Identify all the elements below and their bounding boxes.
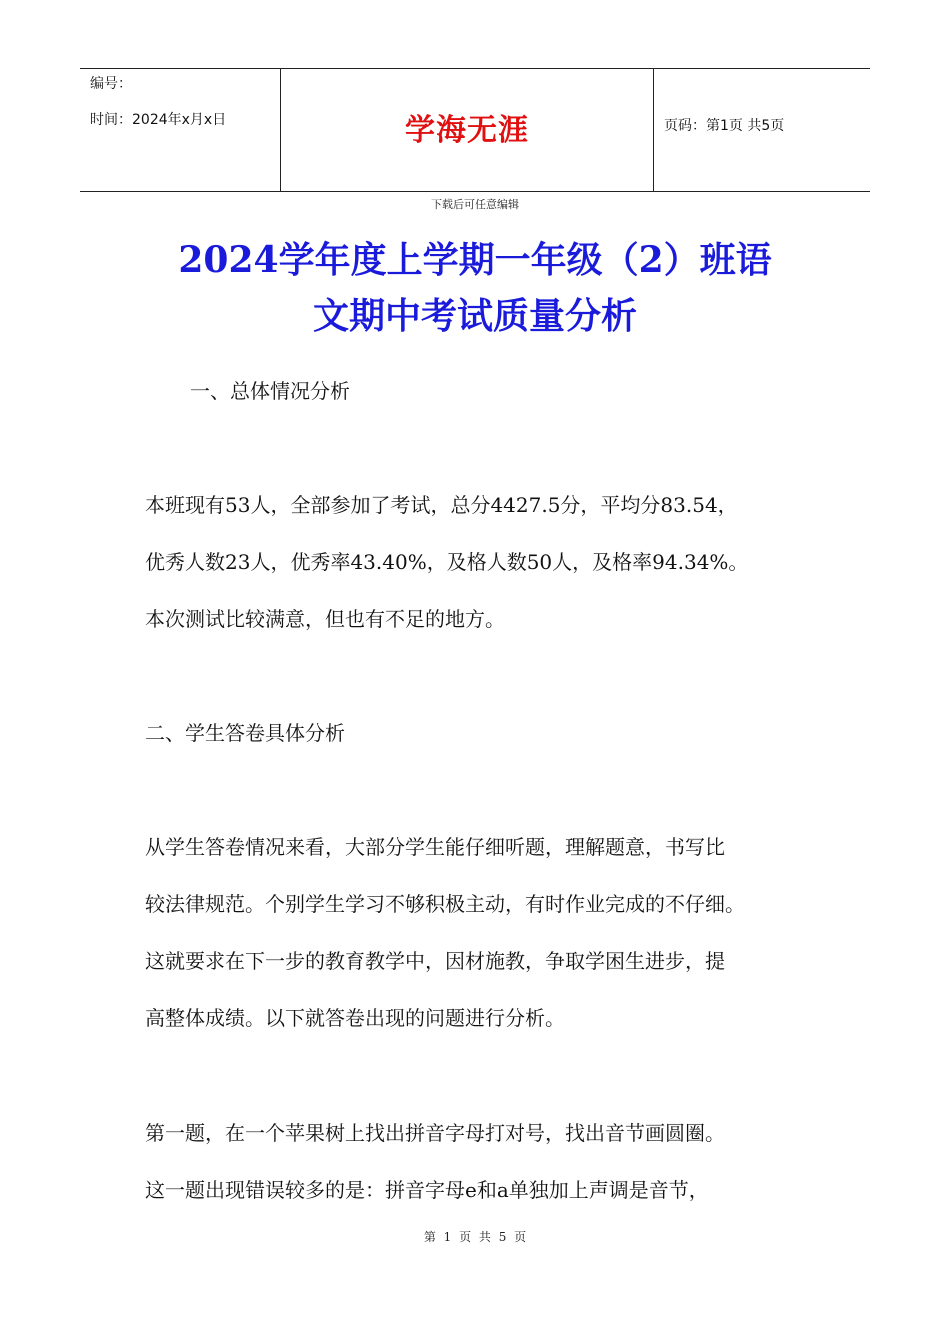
time-label: 时间：2024年x月x日 [90,112,227,128]
header-table [80,68,870,192]
section3-line: 第一题，在一个苹果树上找出拼音字母打对号，找出音节画圆圈。 [145,1121,725,1145]
section1-heading: 一、总体情况分析 [190,379,350,403]
section1-line: 本次测试比较满意，但也有不足的地方。 [145,607,505,631]
number-label: 编号： [90,76,132,92]
brand-title: 学海无涯 [405,113,529,148]
section3-line: 这一题出现错误较多的是：拼音字母e和a单独加上声调是音节， [145,1178,709,1202]
header-right-cell [654,69,870,191]
section2-line: 较法律规范。个别学生学习不够积极主动，有时作业完成的不仔细。 [145,892,745,916]
page-info: 页码：第1页 共5页 [664,118,785,134]
title-line-1: 2024学年度上学期一年级（2）班语 [178,239,772,281]
section1-line: 优秀人数23人，优秀率43.40%，及格人数50人，及格率94.34%。 [145,550,749,574]
header-mid-cell [281,69,654,191]
section2-line: 这就要求在下一步的教育教学中，因材施教，争取学困生进步，提 [145,949,725,973]
title-line-2: 文期中考试质量分析 [312,295,637,337]
section1-line: 本班现有53人，全部参加了考试，总分4427.5分，平均分83.54， [145,493,738,517]
document-title [100,232,850,344]
section2-line: 高整体成绩。以下就答卷出现的问题进行分析。 [145,1006,565,1030]
section2-heading: 二、学生答卷具体分析 [145,721,345,745]
section2-line: 从学生答卷情况来看，大部分学生能仔细听题，理解题意，书写比 [145,835,725,859]
page-footer: 第 1 页 共 5 页 [423,1230,527,1244]
header-left-cell [80,69,281,191]
edit-note: 下载后可任意编辑 [431,198,519,211]
